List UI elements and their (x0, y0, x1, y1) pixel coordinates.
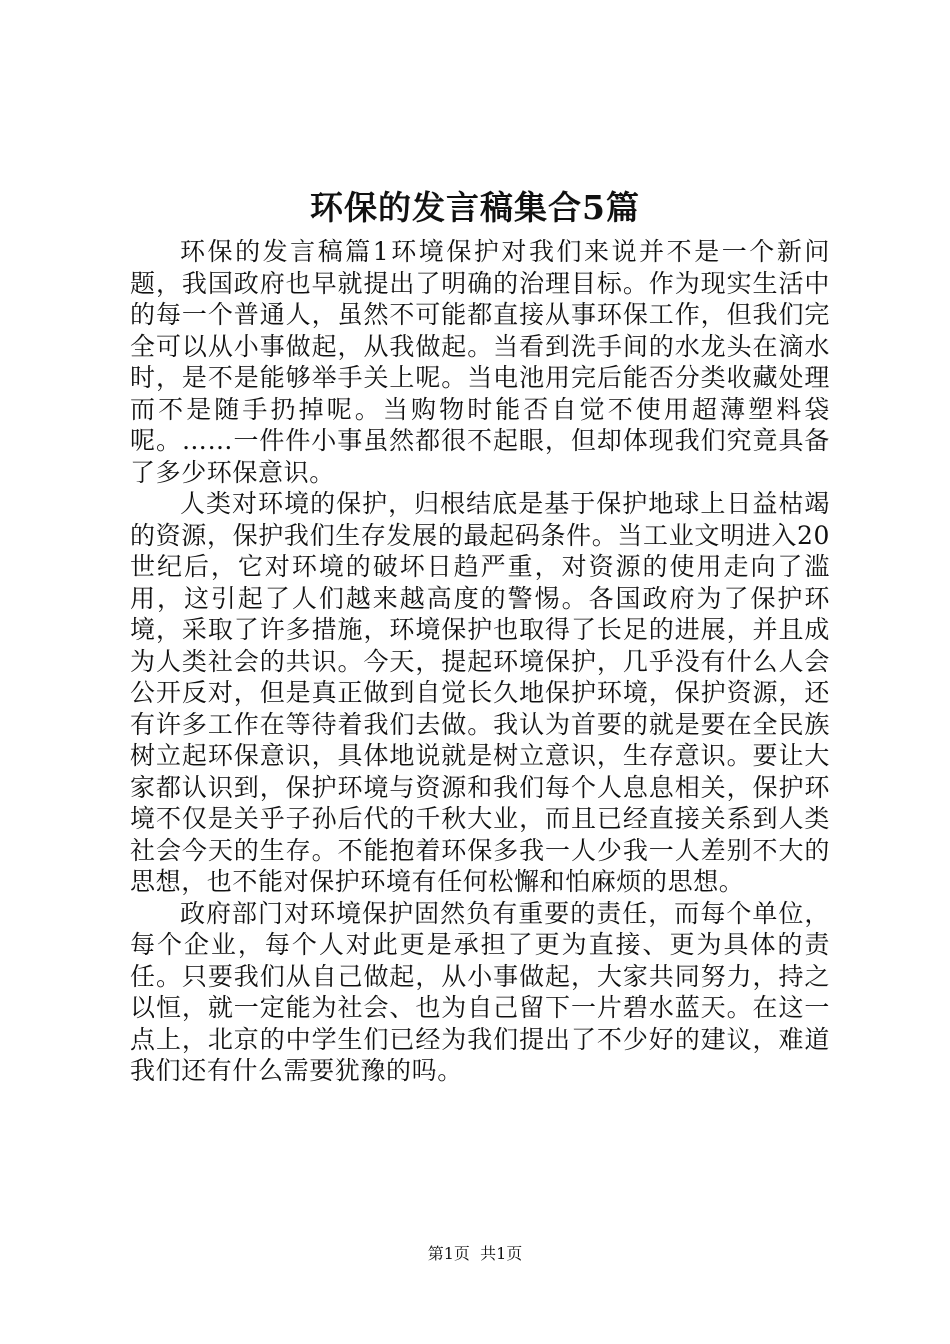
page-footer (0, 1243, 950, 1265)
page-number: 第1页 共1页 (427, 1244, 523, 1263)
paragraph-1: 环保的发言稿篇1环境保护对我们来说并不是一个新问题，我国政府也早就提出了明确的治理目标。作为现实生活中的每一个普通人，虽然不可能都直接从事环保工作，但我们完全可以从小事做起，从我做起。当看到洗手间的水龙头在滴水时，是不是能够举手关上呢。当电池用完后能否分类收藏处理而不是随手扔掉呢。当购物时能否自觉不使用超薄塑料袋呢。……一件件小事虽然都很不起眼，但却体现我们究竟具备了多少环保意识。 (130, 237, 830, 487)
page-title: 环保的发言稿集合5篇 (310, 188, 640, 227)
document-body (130, 236, 830, 1087)
paragraph-3: 政府部门对环境保护固然负有重要的责任，而每个单位，每个企业，每个人对此更是承担了更为直接、更为具体的责任。只要我们从自己做起，从小事做起，大家共同努力，持之以恒，就一定能为社会、也为自己留下一片碧水蓝天。在这一点上，北京的中学生们已经为我们提出了不少好的建议，难道我们还有什么需要犹豫的吗。 (130, 898, 830, 1085)
paragraph-2: 人类对环境的保护，归根结底是基于保护地球上日益枯竭的资源，保护我们生存发展的最起码条件。当工业文明进入20世纪后，它对环境的破坏日趋严重，对资源的使用走向了滥用，这引起了人们越来越高度的警惕。各国政府为了保护环境，采取了许多措施，环境保护也取得了长足的进展，并且成为人类社会的共识。今天，提起环境保护，几乎没有什么人会公开反对，但是真正做到自觉长久地保护环境，保护资源，还有许多工作在等待着我们去做。我认为首要的就是要在全民族树立起环保意识，具体地说就是树立意识，生存意识。要让大家都认识到，保护环境与资源和我们每个人息息相关，保护环境不仅是关乎子孙后代的千秋大业，而且已经直接关系到人类社会今天的生存。不能抱着环保多我一人少我一人差别不大的思想，也不能对保护环境有任何松懈和怕麻烦的思想。 (130, 489, 830, 896)
